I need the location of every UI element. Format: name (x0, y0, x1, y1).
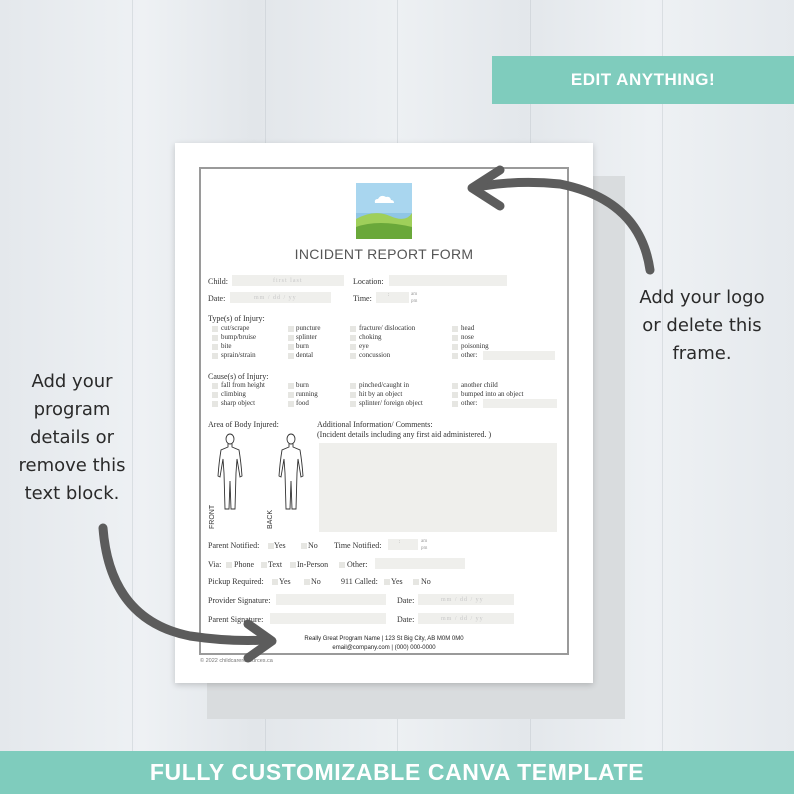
time-colon: : (388, 293, 390, 298)
cause-option: other: (461, 399, 478, 407)
time-pm: pm (411, 299, 418, 304)
copyright: © 2022 childcareresources.ca (200, 658, 273, 664)
parent-date-placeholder: mm / dd / yy (441, 616, 484, 622)
provider-signature-label: Provider Signature: (208, 596, 271, 605)
injury-option: eye (359, 342, 369, 350)
called-911-no: No (421, 577, 431, 586)
provider-date-label: Date: (397, 596, 415, 605)
injury-option: dental (296, 351, 314, 359)
injury-option: concussion (359, 351, 391, 359)
child-placeholder: first last (273, 278, 303, 284)
cause-option: pinched/caught in (359, 381, 409, 389)
provider-date-placeholder: mm / dd / yy (441, 597, 484, 603)
injury-option: sprain/strain (221, 351, 256, 359)
cause-option: bumped into an object (461, 390, 524, 398)
via-option: Text (268, 560, 283, 569)
program-note-line: details or (29, 427, 115, 448)
via-label: Via: (208, 560, 222, 569)
cause-option: climbing (221, 390, 246, 398)
form-title: INCIDENT REPORT FORM (294, 246, 474, 262)
customizable-template-banner: FULLY CUSTOMIZABLE CANVA TEMPLATE (0, 751, 794, 794)
program-note (10, 368, 134, 508)
via-option: Other: (347, 560, 368, 569)
logo-note-line: or delete this (642, 315, 762, 336)
pickup-yes: Yes (279, 577, 291, 586)
program-note-line: program (33, 399, 111, 420)
injury-option: head (461, 324, 475, 332)
cause-option: splinter/ foreign object (359, 399, 423, 407)
program-address: Really Great Program Name | 123 St Big City, AB M0M 0M0 (304, 636, 464, 642)
called-911-label: 911 Called: (341, 577, 378, 586)
child-label: Child: (208, 277, 229, 286)
parent-signature-label: Parent Signature: (208, 615, 264, 624)
injury-option: fracture/ dislocation (359, 324, 416, 332)
program-note-line: text block. (24, 483, 120, 504)
cause-option: burn (296, 381, 309, 389)
injury-option: bite (221, 342, 232, 350)
date-placeholder: mm / dd / yy (254, 295, 297, 301)
area-label: Area of Body Injured: (208, 420, 279, 429)
time-am: am (411, 292, 418, 297)
cause-option: another child (461, 381, 498, 389)
cause-option: hit by an object (359, 390, 403, 398)
program-note-line: remove this (18, 455, 126, 476)
pickup-no: No (311, 577, 321, 586)
location-label: Location: (353, 277, 384, 286)
date-label: Date: (208, 294, 226, 303)
cause-option: sharp object (221, 399, 256, 407)
injury-option: bump/bruise (221, 333, 256, 341)
cause-heading: Cause(s) of Injury: (208, 372, 269, 381)
parent-date-label: Date: (397, 615, 415, 624)
injury-option: splinter (296, 333, 317, 341)
logo-note (620, 284, 784, 368)
front-label: FRONT (209, 504, 216, 529)
injury-option: poisoning (461, 342, 489, 350)
edit-anything-banner: EDIT ANYTHING! (492, 56, 794, 104)
via-option: Phone (234, 560, 254, 569)
injury-option: nose (461, 333, 474, 341)
yes-label: Yes (274, 541, 286, 550)
cause-option: food (296, 399, 309, 407)
injury-option: puncture (296, 324, 321, 332)
no-label: No (308, 541, 318, 550)
time-notified-pm: pm (421, 546, 428, 551)
info-subtext: (Incident details including any first aid administered. ) (317, 430, 492, 439)
time-notified-label: Time Notified: (334, 541, 382, 550)
via-option: In-Person (297, 560, 329, 569)
cause-option: fall from height (221, 381, 265, 389)
time-label: Time: (353, 294, 372, 303)
program-note-line: Add your (31, 371, 113, 392)
cause-option: running (296, 390, 318, 398)
injury-option: other: (461, 351, 478, 359)
program-contact: email@company.com | (000) 000-0000 (332, 645, 436, 651)
back-label: BACK (267, 509, 274, 529)
time-notified-colon: : (399, 540, 401, 545)
injury-heading: Type(s) of Injury: (208, 314, 265, 323)
injury-option: cut/scrape (221, 324, 250, 332)
info-label: Additional Information/ Comments: (317, 420, 433, 429)
parent-notified-label: Parent Notified: (208, 541, 260, 550)
called-911-yes: Yes (391, 577, 403, 586)
logo-note-line: Add your logo (639, 287, 765, 308)
injury-option: burn (296, 342, 309, 350)
injury-option: choking (359, 333, 382, 341)
logo-note-line: frame. (672, 343, 732, 364)
time-notified-am: am (421, 539, 428, 544)
pickup-label: Pickup Required: (208, 577, 264, 586)
